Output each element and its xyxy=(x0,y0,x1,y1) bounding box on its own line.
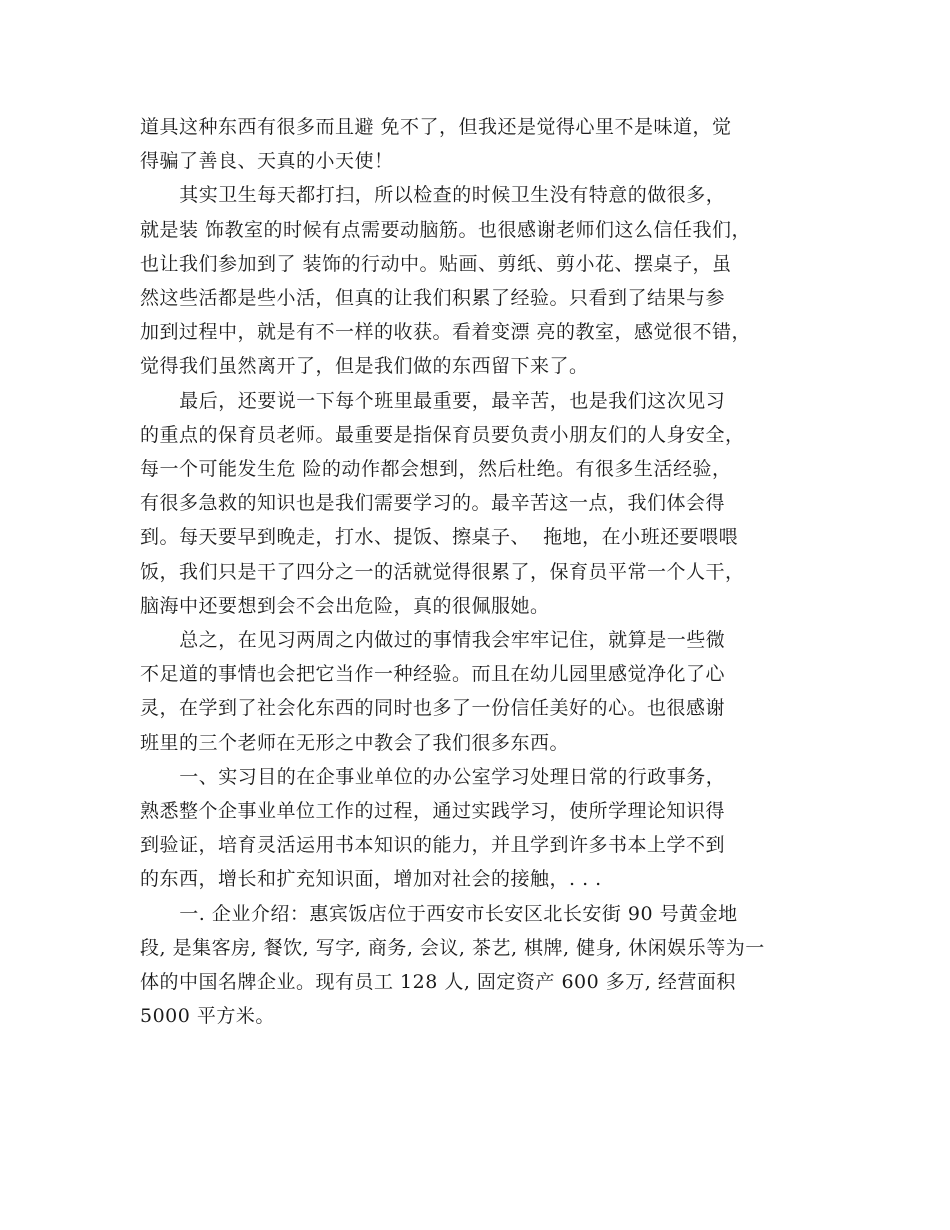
text-line: 一、实习目的在企事业单位的办公室学习处理日常的行政事务， xyxy=(140,765,726,788)
text-line: 道具这种东西有很多而且避 免不了，但我还是觉得心里不是味道，觉 xyxy=(140,116,732,138)
text-line: 得骗了善良、天真的小天使！ xyxy=(140,150,394,173)
text-line: 就是装 饰教室的时候有点需要动脑筋。也很感谢老师们这么信任我们， xyxy=(140,218,752,241)
text-line: 有很多急救的知识也是我们需要学习的。最辛苦这一点，我们体会得 xyxy=(140,492,726,515)
text-line: 5000 平方米。 xyxy=(140,1005,275,1028)
text-line: 然这些活都是些小活，但真的让我们积累了经验。只看到了结果与参 xyxy=(140,287,726,310)
text-line: 最后，还要说一下每个班里最重要，最辛苦，也是我们这次见习 xyxy=(140,389,726,412)
text-line: 也让我们参加到了 装饰的行动中。贴画、剪纸、剪小花、摆桌子，虽 xyxy=(140,252,732,275)
text-line: 加到过程中，就是有不一样的收获。看着变漂 亮的教室，感觉很不错， xyxy=(140,321,752,344)
text-line: 灵，在学到了社会化东西的同时也多了一份信任美好的心。也很感谢 xyxy=(140,697,726,720)
text-line: 到。每天要早到晚走，打水、提饭、擦桌子、 拖地，在小班还要喂喂 xyxy=(140,526,739,549)
text-line: 熟悉整个企事业单位工作的过程，通过实践学习，使所学理论知识得 xyxy=(140,800,726,823)
text-line: 班里的三个老师在无形之中教会了我们很多东西。 xyxy=(140,731,570,754)
text-line: 到验证，培育灵活运用书本知识的能力，并且学到许多书本上学不到 xyxy=(140,834,726,857)
text-line: 饭，我们只是干了四分之一的活就觉得很累了，保育员平常一个人干， xyxy=(140,560,745,583)
text-line: 不足道的事情也会把它当作一种经验。而且在幼儿园里感觉净化了心 xyxy=(140,663,726,686)
text-line: 觉得我们虽然离开了，但是我们做的东西留下来了。 xyxy=(140,355,589,378)
text-line: 体的中国名牌企业。现有员工 128 人, 固定资产 600 多万, 经营面积 xyxy=(140,971,736,994)
text-line: 总之，在见习两周之内做过的事情我会牢牢记住，就算是一些微 xyxy=(140,629,726,652)
text-line: 的东西，增长和扩充知识面，增加对社会的接触，. . . xyxy=(140,868,602,891)
text-line: 其实卫生每天都打扫，所以检查的时候卫生没有特意的做很多， xyxy=(140,184,726,207)
document-body xyxy=(140,110,820,1033)
text-line: 段, 是集客房, 餐饮, 写字, 商务, 会议, 茶艺, 棋牌, 健身, 休闲娱乐等为一 xyxy=(140,936,765,959)
text-line: 的重点的保育员老师。最重要是指保育员要负责小朋友们的人身安全， xyxy=(140,423,745,446)
text-line: 每一个可能发生危 险的动作都会想到，然后杜绝。有很多生活经验， xyxy=(140,458,732,481)
text-line: 一. 企业介绍：惠宾饭店位于西安市长安区北长安街 90 号黄金地 xyxy=(140,902,738,925)
text-line: 脑海中还要想到会不会出危险，真的很佩服她。 xyxy=(140,594,550,617)
